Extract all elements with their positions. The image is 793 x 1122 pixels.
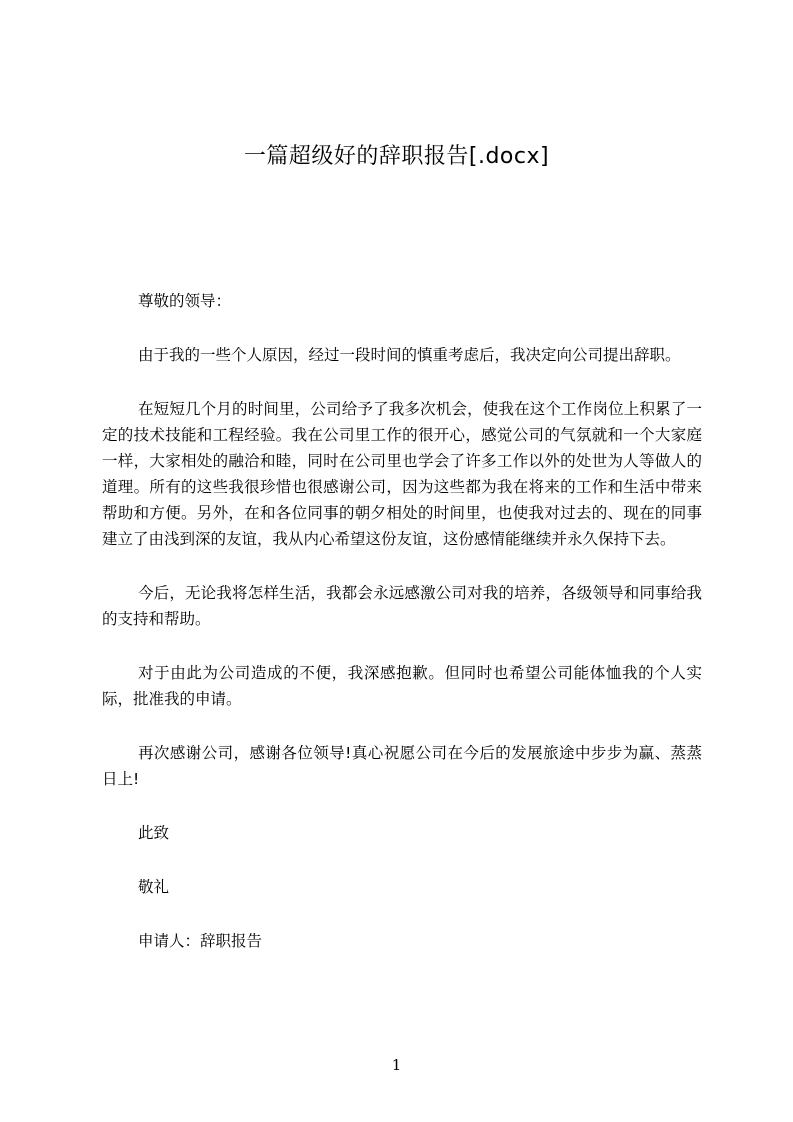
paragraph-future: 今后，无论我将怎样生活，我都会永远感激公司对我的培养，各级领导和同事给我的支持和帮助。	[102, 584, 702, 628]
salutation: 尊敬的领导：	[138, 292, 232, 310]
closing-jingli: 敬礼	[138, 878, 170, 896]
paragraph-apology: 对于由此为公司造成的不便，我深感抱歉。但同时也希望公司能体恤我的个人实际，批准我的申请。	[102, 664, 702, 708]
paragraph-gratitude: 在短短几个月的时间里，公司给予了我多次机会，使我在这个工作岗位上积累了一定的技术技能和工程经验。我在公司里工作的很开心，感觉公司的气氛就和一个大家庭一样，大家相处的融洽和睦，同时在公司里也学会了许多工作以外的处世为人等做人的道理。所有的这些我很珍惜也很感谢公司，因为这些都为我在将来的工作和生活中带来帮助和方便。另外，在和各位同事的朝夕相处的时间里，也使我对过去的、现在的同事建立了由浅到深的友谊，我从内心希望这份友谊，这份感情能继续并永久保持下去。	[102, 400, 702, 548]
document-body	[102, 288, 702, 982]
signature-line: 申请人：辞职报告	[138, 932, 263, 950]
document-title: 一篇超级好的辞职报告[.docx]	[243, 144, 550, 169]
paragraph-intent: 由于我的一些个人原因，经过一段时间的慎重考虑后，我决定向公司提出辞职。	[138, 346, 681, 364]
page-number: 1	[391, 1056, 402, 1074]
paragraph-thanks: 再次感谢公司，感谢各位领导!真心祝愿公司在今后的发展旅途中步步为赢、蒸蒸日上!	[102, 744, 702, 788]
closing-cizhi: 此致	[138, 824, 170, 842]
